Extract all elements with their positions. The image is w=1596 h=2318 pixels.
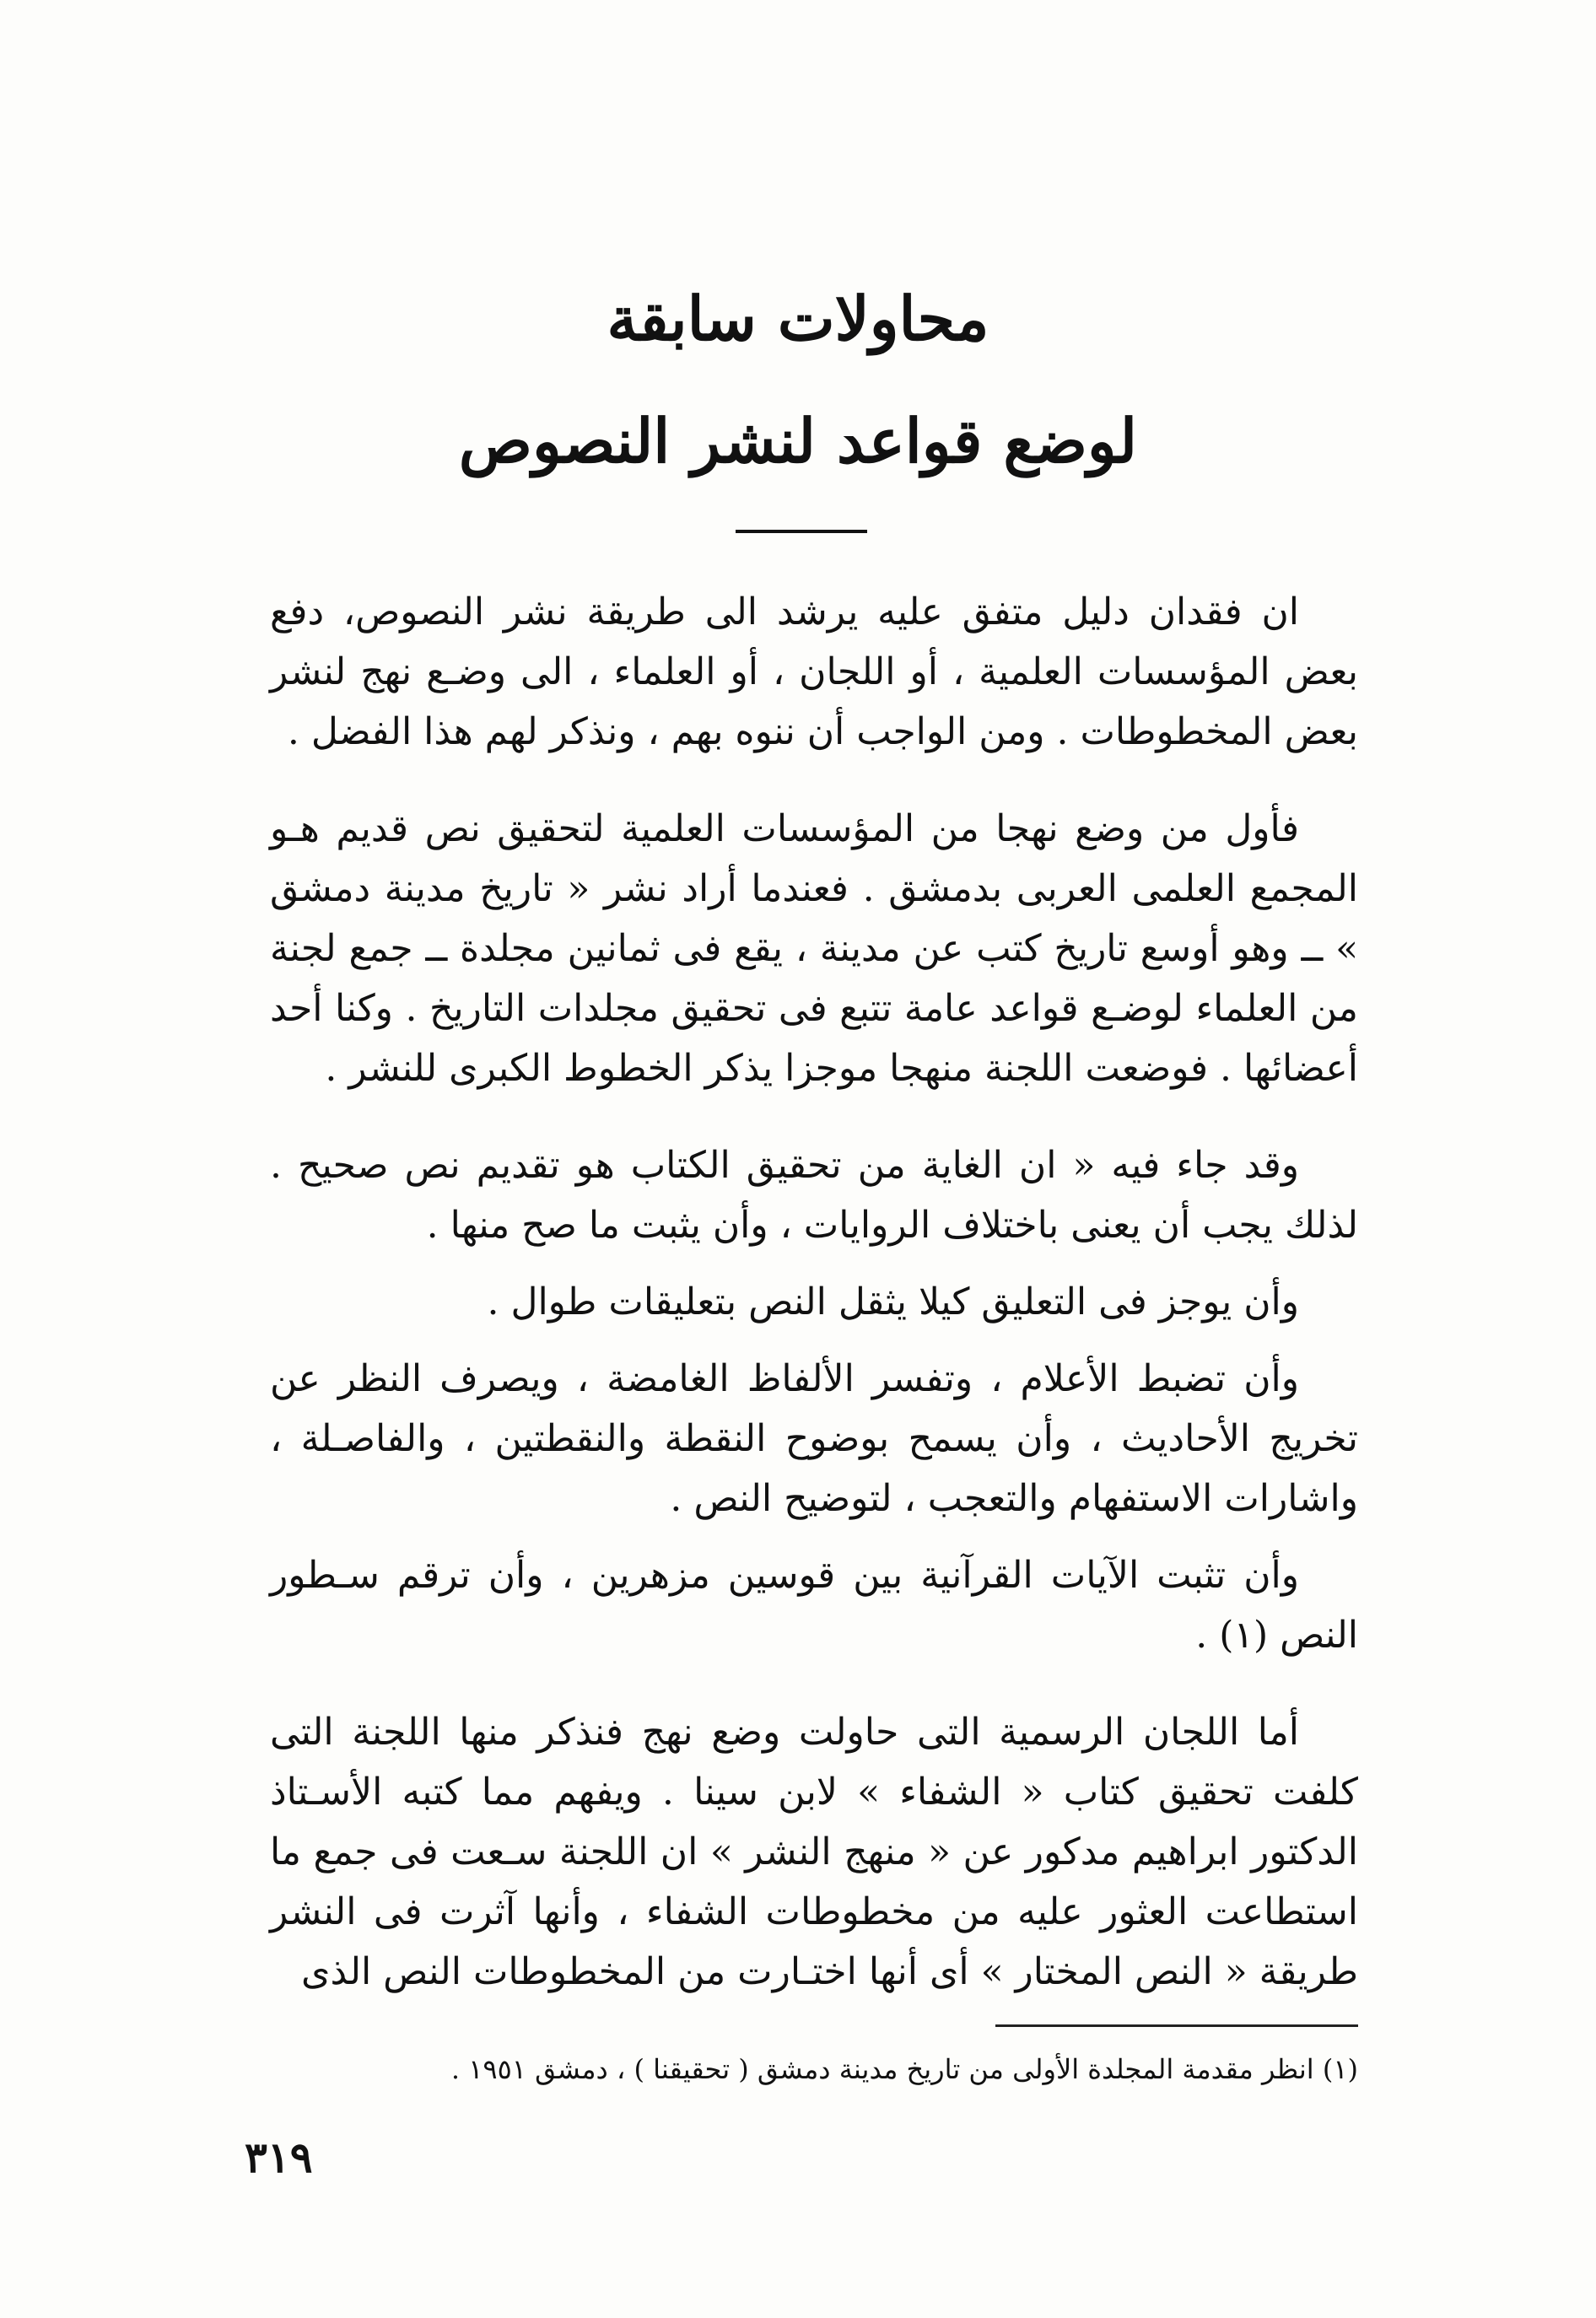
paragraph-rule-commentary: وأن يوجز فى التعليق كيلا يثقل النص بتعليقات طوال . (487, 1280, 1299, 1323)
paragraph-rule-punctuation: وأن تضبط الأعلام ، وتفسر الألفاظ الغامضة ، ويصرف النظر عن تخريج الأحاديث ، وأن يسمح بوضوح النقطة والنقطتين ، والفاصـلة ، واشارات الاستفهام والتعجب ، لتوضيح النص . (270, 1357, 1358, 1520)
page-subtitle: لوضع قواعد لنشر النصوص (458, 405, 1138, 477)
footnote-divider (995, 2024, 1358, 2027)
paragraph-shifa: أما اللجان الرسمية التى حاولت وضع نهج فنذكر منها اللجنة التى كلفت تحقيق كتاب « الشفاء » لابن سينا . ويفهم مما كتبه الأسـتاذ الدكتور ابراهيم مدكور عن « منهج النشر » ان اللجنة سـعت فى جمع ما استطاعت العثور عليه من مخطوطات الشفاء ، وأنها آثرت فى النشر طريقة « النص المختار » أى أنها اختـارت من المخطوطات النص الذى (270, 1711, 1358, 1993)
footnote: (١) انظر مقدمة المجلدة الأولى من تاريخ مدينة دمشق ( تحقيقنا ) ، دمشق ١٩٥١ . (450, 2053, 1358, 2085)
paragraph-rule-verses: وأن تثبت الآيات القرآنية بين قوسين مزهرين ، وأن ترقم سـطور النص (١) . (270, 1554, 1358, 1657)
paragraph-intro: ان فقدان دليل متفق عليه يرشد الى طريقة نشر النصوص، دفع بعض المؤسسات العلمية ، أو اللجان ، أو العلماء ، الى وضـع نهج لنشر بعض المخطوطات . ومن الواجب أن ننوه بهم ، ونذكر لهم هذا الفضل . (270, 590, 1358, 753)
paragraph-academy: فأول من وضع نهجا من المؤسسات العلمية لتحقيق نص قديم هـو المجمع العلمى العربى بدمشق . فعندما أراد نشر « تاريخ مدينة دمشق » ــ وهو أوسع تاريخ كتب عن مدينة ، يقع فى ثمانين مجلدة ــ جمع لجنة من العلماء لوضـع قواعد عامة تتبع فى تحقيق مجلدات التاريخ . وكنا أحد أعضائها . فوضعت اللجنة منهجا موجزا يذكر الخطوط الكبرى للنشر . (270, 807, 1358, 1090)
title-divider (736, 530, 867, 533)
paragraph-rule-text: وقد جاء فيه « ان الغاية من تحقيق الكتاب هو تقديم نص صحيح . لذلك يجب أن يعنى باختلاف الروايات ، وأن يثبت ما صح منها . (270, 1144, 1358, 1247)
page-title: محاولات سابقة (607, 283, 989, 354)
body-text (270, 582, 1358, 2039)
page-number: ٣١٩ (245, 2132, 313, 2182)
